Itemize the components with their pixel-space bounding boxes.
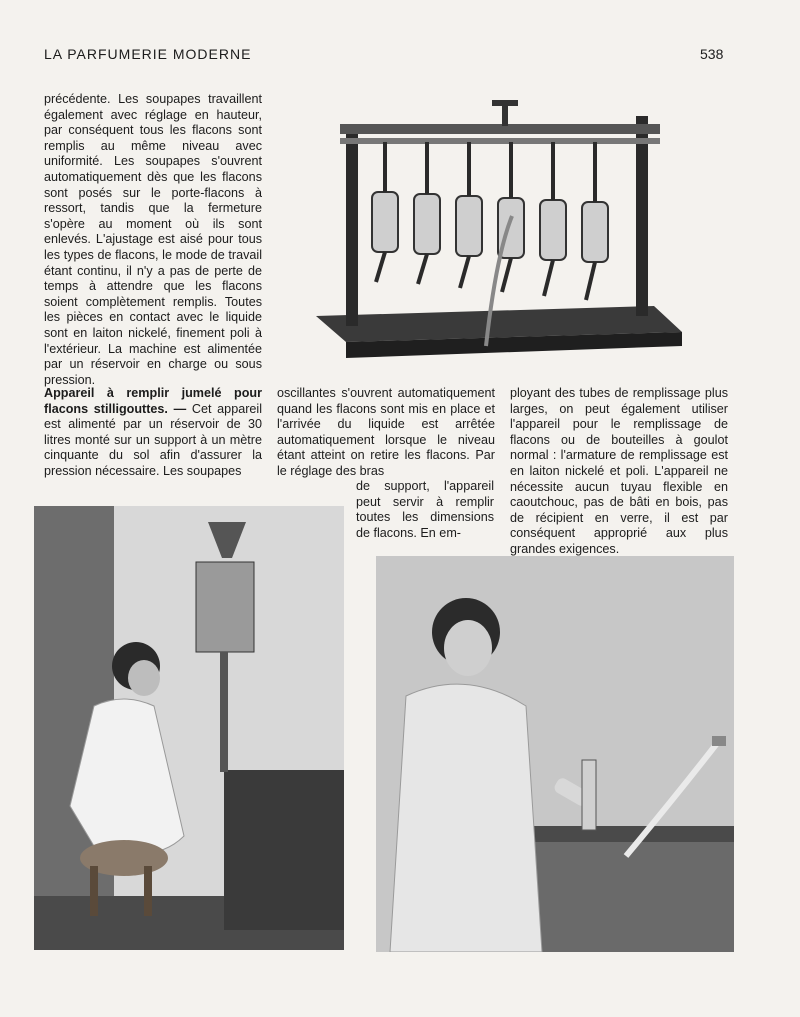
running-head: LA PARFUMERIE MODERNE [44, 46, 252, 62]
section-heading: Appareil à remplir jumelé pour flacons stilligouttes. — [44, 386, 262, 416]
standing-operator-photo [376, 556, 734, 952]
section-column-2-continued [356, 479, 494, 541]
intro-text-column [44, 92, 262, 388]
section-col3-text: ployant des tubes de remplissage plus larges, on peut également utiliser l'appareil pour le remplissage de flacons ou de bouteilles à goulot normal : l'armature de remplissage est en laiton nickelé et poli. L'appareil ne nécessite aucun tuyau flexible en caoutchouc, pas de bâti en bois, pas de récipient en verre, il est par conséquent approprié aux plus grandes exigences. [510, 386, 728, 556]
section-column-1 [44, 386, 262, 480]
section-column-3 [510, 386, 728, 558]
seated-operator-photo [34, 506, 344, 950]
section-col2-text: oscillantes s'ouvrent automatiquement quand les flacons sont mis en place et l'arrivée du liquide est arrêtée automatiquement lorsque le niveau étant atteint on retire les flacons. Par le réglage des bras [277, 386, 495, 478]
section-col1-text: Cet appareil est alimenté par un réservoir de 30 litres monté sur un support à un mètre cinquante du sol afin d'assurer la pression nécessaire. Les soupapes [44, 401, 262, 478]
page-number: 538 [700, 46, 724, 62]
section-column-2 [277, 386, 495, 480]
section-col2-continued-text: de support, l'appareil peut servir à remplir toutes les dimensions de flacons. En em- [356, 479, 494, 540]
filling-machine-photo [316, 96, 682, 366]
intro-paragraph: précédente. Les soupapes travaillent également avec réglage en hauteur, par conséquent tous les flacons sont remplis au même niveau avec uniformité. Les soupapes s'ouvrent automatiquement dès que les flacons sont posés sur le porte-flacons à ressort, tandis que la fermeture s'opère au moment où ils sont enlevés. L'ajustage est aisé pour tous les types de flacons, le mode de travail étant continu, il n'y a pas de perte de temps à attendre que les flacons soient complètement remplis. Toutes les pièces en contact avec le liquide sont en laiton nickelé, finement poli à l'extérieur. La machine est alimentée par un réservoir en charge ou sous pression. [44, 92, 262, 387]
